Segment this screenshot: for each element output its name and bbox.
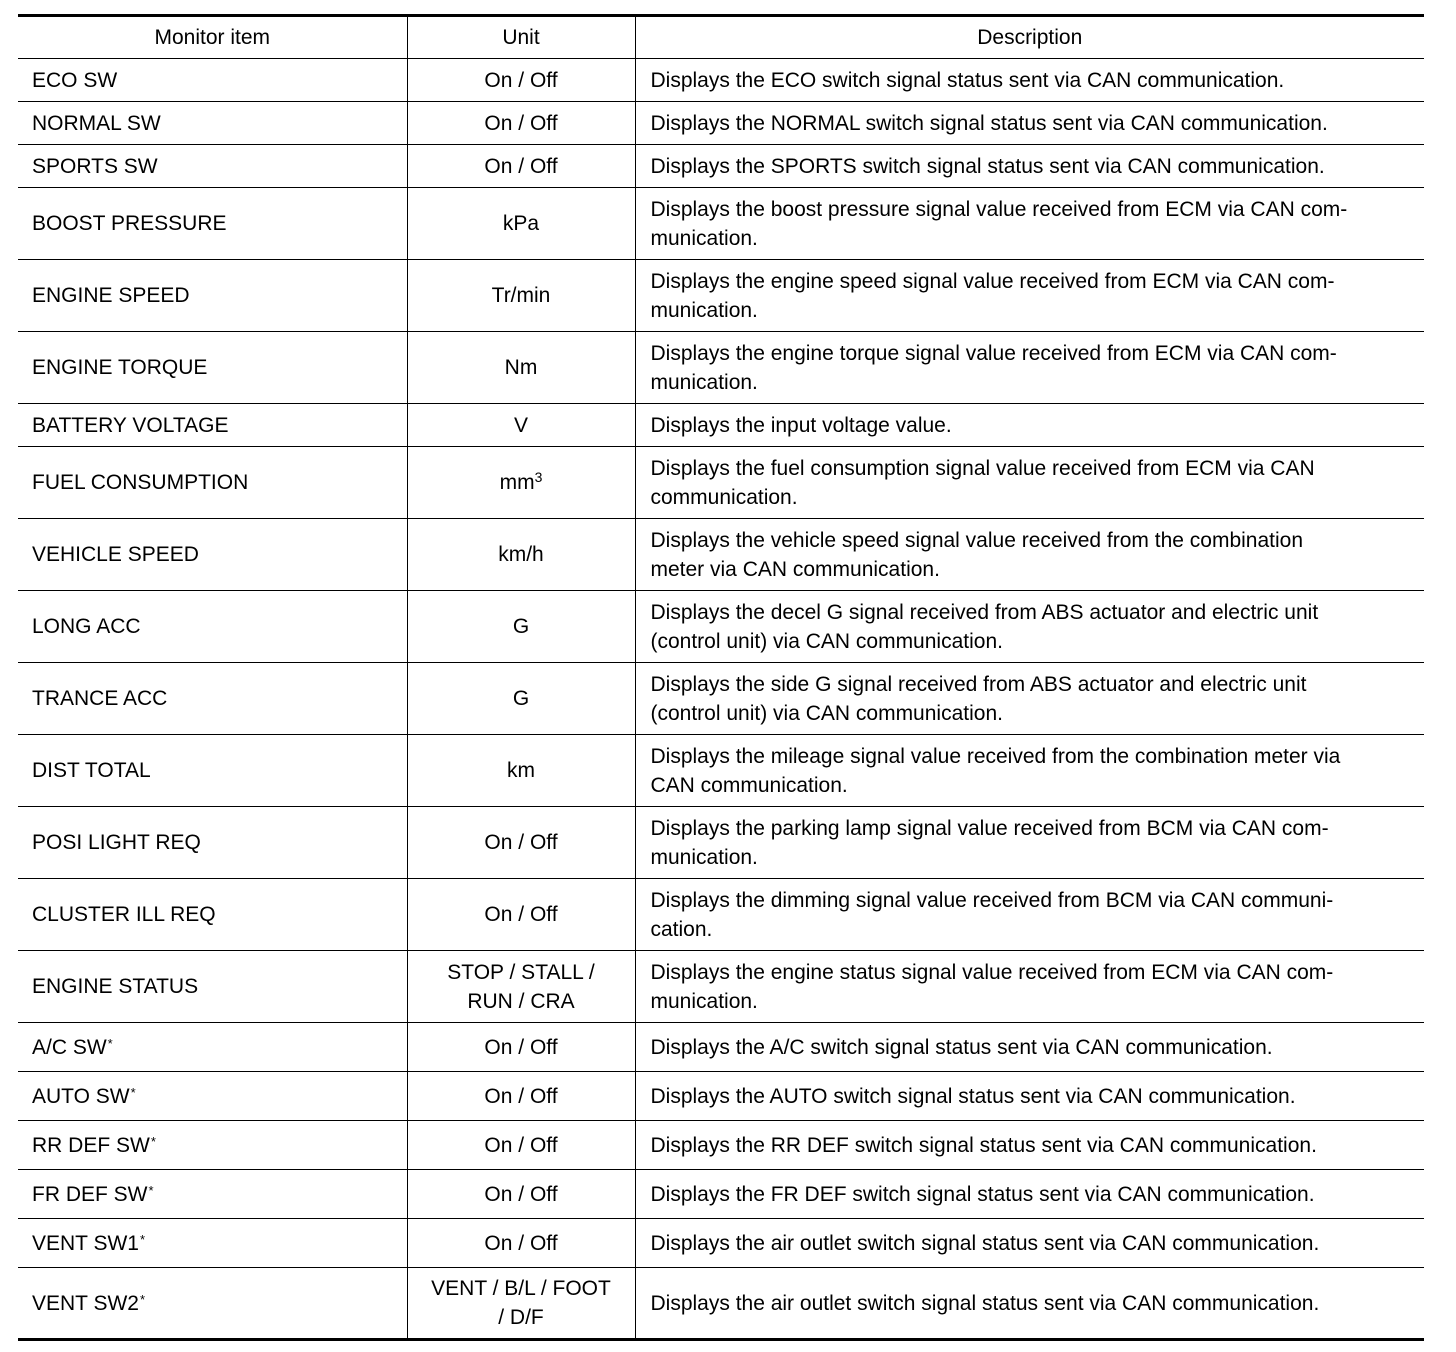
table-row: [18, 188, 1424, 260]
monitor-item: NORMAL SW: [18, 102, 407, 145]
description-line: Displays the dimming signal value received from BCM via CAN communi-: [650, 888, 1334, 912]
unit: [407, 951, 635, 1023]
description-line: Displays the boost pressure signal value received from ECM via CAN com-: [650, 197, 1348, 221]
table-row: [18, 145, 1424, 188]
description-line: Displays the side G signal received from ABS actuator and electric unit: [650, 672, 1307, 696]
description-line: munication.: [650, 298, 758, 322]
monitor-item: [18, 1219, 407, 1268]
unit: On / Off: [407, 145, 635, 188]
description-line: cation.: [650, 917, 713, 941]
table-row: [18, 519, 1424, 591]
description: [635, 447, 1424, 519]
description-line: Displays the fuel consumption signal value received from ECM via CAN: [650, 456, 1315, 480]
unit: On / Off: [407, 1219, 635, 1268]
monitor-item: DIST TOTAL: [18, 735, 407, 807]
unit: km: [407, 735, 635, 807]
unit: G: [407, 663, 635, 735]
unit: On / Off: [407, 1121, 635, 1170]
monitor-item-label: RR DEF SW: [32, 1133, 150, 1157]
monitor-item: BOOST PRESSURE: [18, 188, 407, 260]
unit: On / Off: [407, 879, 635, 951]
description-line: CAN communication.: [650, 773, 848, 797]
description: Displays the input voltage value.: [635, 404, 1424, 447]
monitor-item: [18, 1268, 407, 1340]
description: Displays the ECO switch signal status sent via CAN communication.: [635, 59, 1424, 102]
table-row: [18, 807, 1424, 879]
table-row: [18, 332, 1424, 404]
monitor-item: FUEL CONSUMPTION: [18, 447, 407, 519]
description: Displays the SPORTS switch signal status sent via CAN communication.: [635, 145, 1424, 188]
table-row: [18, 1219, 1424, 1268]
table-row: [18, 1170, 1424, 1219]
table-row: [18, 879, 1424, 951]
table-row: [18, 1023, 1424, 1072]
monitor-item-label: VENT SW2: [32, 1291, 139, 1315]
table-header-row: [18, 16, 1424, 59]
unit-line: / D/F: [498, 1306, 544, 1329]
description: [635, 735, 1424, 807]
monitor-item-table: [18, 14, 1424, 1341]
unit-line: RUN / CRA: [467, 989, 575, 1013]
description: Displays the FR DEF switch signal status sent via CAN communication.: [635, 1170, 1424, 1219]
unit: [407, 1268, 635, 1340]
unit: Nm: [407, 332, 635, 404]
table-row: [18, 1072, 1424, 1121]
table-row: [18, 102, 1424, 145]
table-row: [18, 1268, 1424, 1340]
monitor-item: ECO SW: [18, 59, 407, 102]
monitor-item: ENGINE STATUS: [18, 951, 407, 1023]
description-line: Displays the decel G signal received from ABS actuator and electric unit: [650, 600, 1319, 624]
footnote-mark: *: [139, 1231, 146, 1247]
description-line: (control unit) via CAN communication.: [650, 701, 1003, 725]
monitor-item: POSI LIGHT REQ: [18, 807, 407, 879]
unit: On / Off: [407, 1072, 635, 1121]
monitor-item-label: A/C SW: [32, 1035, 107, 1059]
unit-line: VENT / B/L / FOOT: [431, 1277, 611, 1300]
description: [635, 188, 1424, 260]
description-line: munication.: [650, 845, 758, 869]
description: [635, 879, 1424, 951]
monitor-item: LONG ACC: [18, 591, 407, 663]
header-monitor-item: Monitor item: [18, 16, 407, 59]
unit: km/h: [407, 519, 635, 591]
unit: [407, 447, 635, 519]
header-description: Description: [635, 16, 1424, 59]
footnote-mark: *: [130, 1084, 136, 1100]
monitor-item: [18, 1072, 407, 1121]
description-line: Displays the parking lamp signal value received from BCM via CAN com-: [650, 816, 1329, 840]
description-line: (control unit) via CAN communication.: [650, 629, 1003, 653]
description-line: communication.: [650, 485, 798, 509]
unit: On / Off: [407, 1023, 635, 1072]
table-row: [18, 59, 1424, 102]
unit: Tr/min: [407, 260, 635, 332]
header-unit: Unit: [407, 16, 635, 59]
description-line: munication.: [650, 989, 758, 1013]
description-line: Displays the engine speed signal value received from ECM via CAN com-: [650, 269, 1335, 293]
monitor-item-label: AUTO SW: [32, 1084, 130, 1108]
description: Displays the NORMAL switch signal status sent via CAN communication.: [635, 102, 1424, 145]
table-row: [18, 260, 1424, 332]
unit: V: [407, 404, 635, 447]
footnote-mark: *: [107, 1035, 113, 1051]
unit: On / Off: [407, 807, 635, 879]
monitor-item-label: VENT SW1: [32, 1231, 139, 1255]
table-row: [18, 447, 1424, 519]
monitor-item: SPORTS SW: [18, 145, 407, 188]
table-row: [18, 1121, 1424, 1170]
description: Displays the RR DEF switch signal status sent via CAN communication.: [635, 1121, 1424, 1170]
description: [635, 260, 1424, 332]
description-line: meter via CAN communication.: [650, 557, 940, 581]
monitor-item: [18, 1121, 407, 1170]
table-row: [18, 404, 1424, 447]
description: [635, 951, 1424, 1023]
unit: G: [407, 591, 635, 663]
table-row: [18, 591, 1424, 663]
footnote-mark: *: [148, 1182, 154, 1198]
unit-exponent: 3: [534, 469, 543, 485]
monitor-item: [18, 1170, 407, 1219]
description: Displays the air outlet switch signal status sent via CAN communication.: [635, 1268, 1424, 1340]
unit-line: STOP / STALL /: [447, 960, 595, 984]
description: Displays the air outlet switch signal status sent via CAN communication.: [635, 1219, 1424, 1268]
monitor-item: TRANCE ACC: [18, 663, 407, 735]
monitor-item: VEHICLE SPEED: [18, 519, 407, 591]
table-row: [18, 663, 1424, 735]
description: [635, 663, 1424, 735]
table-row: [18, 735, 1424, 807]
description-line: Displays the vehicle speed signal value received from the combination: [650, 528, 1304, 552]
description-line: munication.: [650, 370, 758, 394]
unit: On / Off: [407, 102, 635, 145]
unit-base: mm: [499, 471, 535, 494]
description: [635, 591, 1424, 663]
monitor-item: ENGINE SPEED: [18, 260, 407, 332]
footnote-mark: *: [150, 1133, 156, 1149]
unit: On / Off: [407, 59, 635, 102]
monitor-item: ENGINE TORQUE: [18, 332, 407, 404]
description-line: Displays the engine torque signal value received from ECM via CAN com-: [650, 341, 1337, 365]
description: [635, 807, 1424, 879]
monitor-item: BATTERY VOLTAGE: [18, 404, 407, 447]
unit: kPa: [407, 188, 635, 260]
description: Displays the AUTO switch signal status sent via CAN communication.: [635, 1072, 1424, 1121]
description-line: munication.: [650, 226, 758, 250]
description: Displays the A/C switch signal status sent via CAN communication.: [635, 1023, 1424, 1072]
description-line: Displays the mileage signal value received from the combination meter via: [650, 744, 1341, 768]
description: [635, 332, 1424, 404]
description: [635, 519, 1424, 591]
footnote-mark: *: [139, 1291, 146, 1307]
monitor-item-label: FR DEF SW: [32, 1182, 148, 1206]
description-line: Displays the engine status signal value received from ECM via CAN com-: [650, 960, 1334, 984]
monitor-item: CLUSTER ILL REQ: [18, 879, 407, 951]
monitor-item: [18, 1023, 407, 1072]
unit: On / Off: [407, 1170, 635, 1219]
table-row: [18, 951, 1424, 1023]
